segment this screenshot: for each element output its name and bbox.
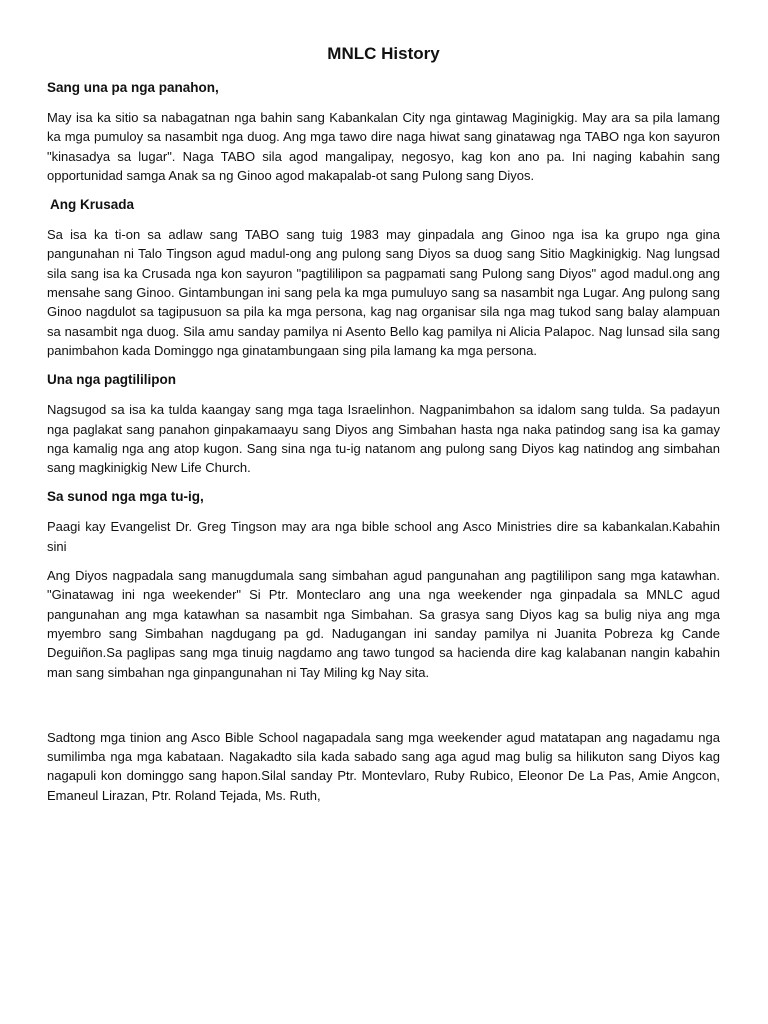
- section-heading-sa-sunod: Sa sunod nga mga tu-ig,: [47, 489, 204, 505]
- paragraph-sang-una: May isa ka sitio sa nabagatnan nga bahin sang Kabankalan City nga gintawag Maginigkig. May ara sa pila lamang ka mga pumuloy sa nasambit nga duog. Ang mga tawo dire naga hiwat sang ginatawag nga TABO nga kon sayuron "kinasadya sa lugar". Naga TABO sila agod mangalipay, negosyo, kag kon ano pa. Ini naging kabahin sang opportunidad samga Anak sa ng Ginoo agod makapalab-ot sang Pulong sang Diyos.: [47, 110, 720, 183]
- paragraph-spacer: [47, 692, 720, 728]
- paragraph-sa-sunod-1: Paagi kay Evangelist Dr. Greg Tingson may ara nga bible school ang Asco Ministries dire sa kabankalan.Kabahin sini: [47, 519, 720, 554]
- document-page: [47, 42, 720, 815]
- section-heading-una-nga-pagtililipon: Una nga pagtililipon: [47, 372, 176, 388]
- section-heading-sang-una: Sang una pa nga panahon,: [47, 80, 219, 95]
- section-heading-krusada: Ang Krusada: [50, 197, 135, 213]
- page-title: MNLC History: [327, 44, 440, 63]
- paragraph-sa-sunod-3: Sadtong mga tinion ang Asco Bible School nagapadala sang mga weekender agud matatapan ang nagadamu nga sumilimba nga mga kabataan. Nagakadto sila kada sabado sang aga agud mag bulig sa hilikuton sang Diyos kag nagapuli kon dominggo sang hapon.Silal sanday Ptr. Montevlaro, Ruby Rubico, Eleonor De La Pas, Amie Angcon, Emaneul Lirazan, Ptr. Roland Tejada, Ms. Ruth,: [47, 729, 720, 803]
- paragraph-krusada: Sa isa ka ti-on sa adlaw sang TABO sang tuig 1983 may ginpadala ang Ginoo nga isa ka grupo nga gina pangunahan ni Talo Tingson agud madul-ong ang pulong sang Diyos sa duog sang Sitio Magkinigkig. Nag lungsad sila sang isa ka Crusada nga kon sayuron "pagtililipon sa pagpamati sang Pulong sang Diyos" agod madul.ong ang mensahe sang Ginoo. Gintambungan ini sang pela ka mga pumuluyo sang sa nasambit nga Lugar. Ang pulong sang Ginoo nagdulot sa tagipusuon sa pila ka mga persona, kag nag organisar sila nga mag tukod sang balay alampuan sa nasambit nga duog. Sila amu sanday pamilya ni Asento Bello kag pamilya ni Alicia Palapoc. Nag lunsad sila sang panimbahon kada Dominggo nga ginatambungaan sing pila lamang ka mga persona.: [47, 227, 720, 358]
- paragraph-sa-sunod-2: Ang Diyos nagpadala sang manugdumala sang simbahan agud pangunahan ang pagtililipon sang mga katawhan. "Ginatawag ini nga weekender" Si Ptr. Monteclaro ang una nga weekender nga ginpadala sa MNLC agud pangunahan ang mga katawhan sa nasambit nga Simbahan. Sa grasya sang Diyos kag sa bulig niya ang mga myembro sang Simbahan nagdugang pa gd. Nadugangan ini sanday pamilya ni Juanita Pobreza kg Cande Deguiñon.Sa paglipas sang mga tinuig nagdamo ang tawo tungod sa hacienda dire kag kalabanan nangin kabahin man sang simbahan nga ginpangunahan ni Tay Miling kg Nay sita.: [47, 568, 720, 680]
- paragraph-una-nga-pagtililipon: Nagsugod sa isa ka tulda kaangay sang mga taga Israelinhon. Nagpanimbahon sa idalom sang tulda. Sa padayun nga paglakat sang panahon ginpakamaayu sang Diyos ang Simbahan hasta nga naka patindog sang isa ka gamay nga kamalig nga ang atop kugon. Sang sina nga tu-ig natanom ang pulong sang Diyos kag natindog ang simbahan sang magkinigkig New Life Church.: [47, 402, 720, 476]
